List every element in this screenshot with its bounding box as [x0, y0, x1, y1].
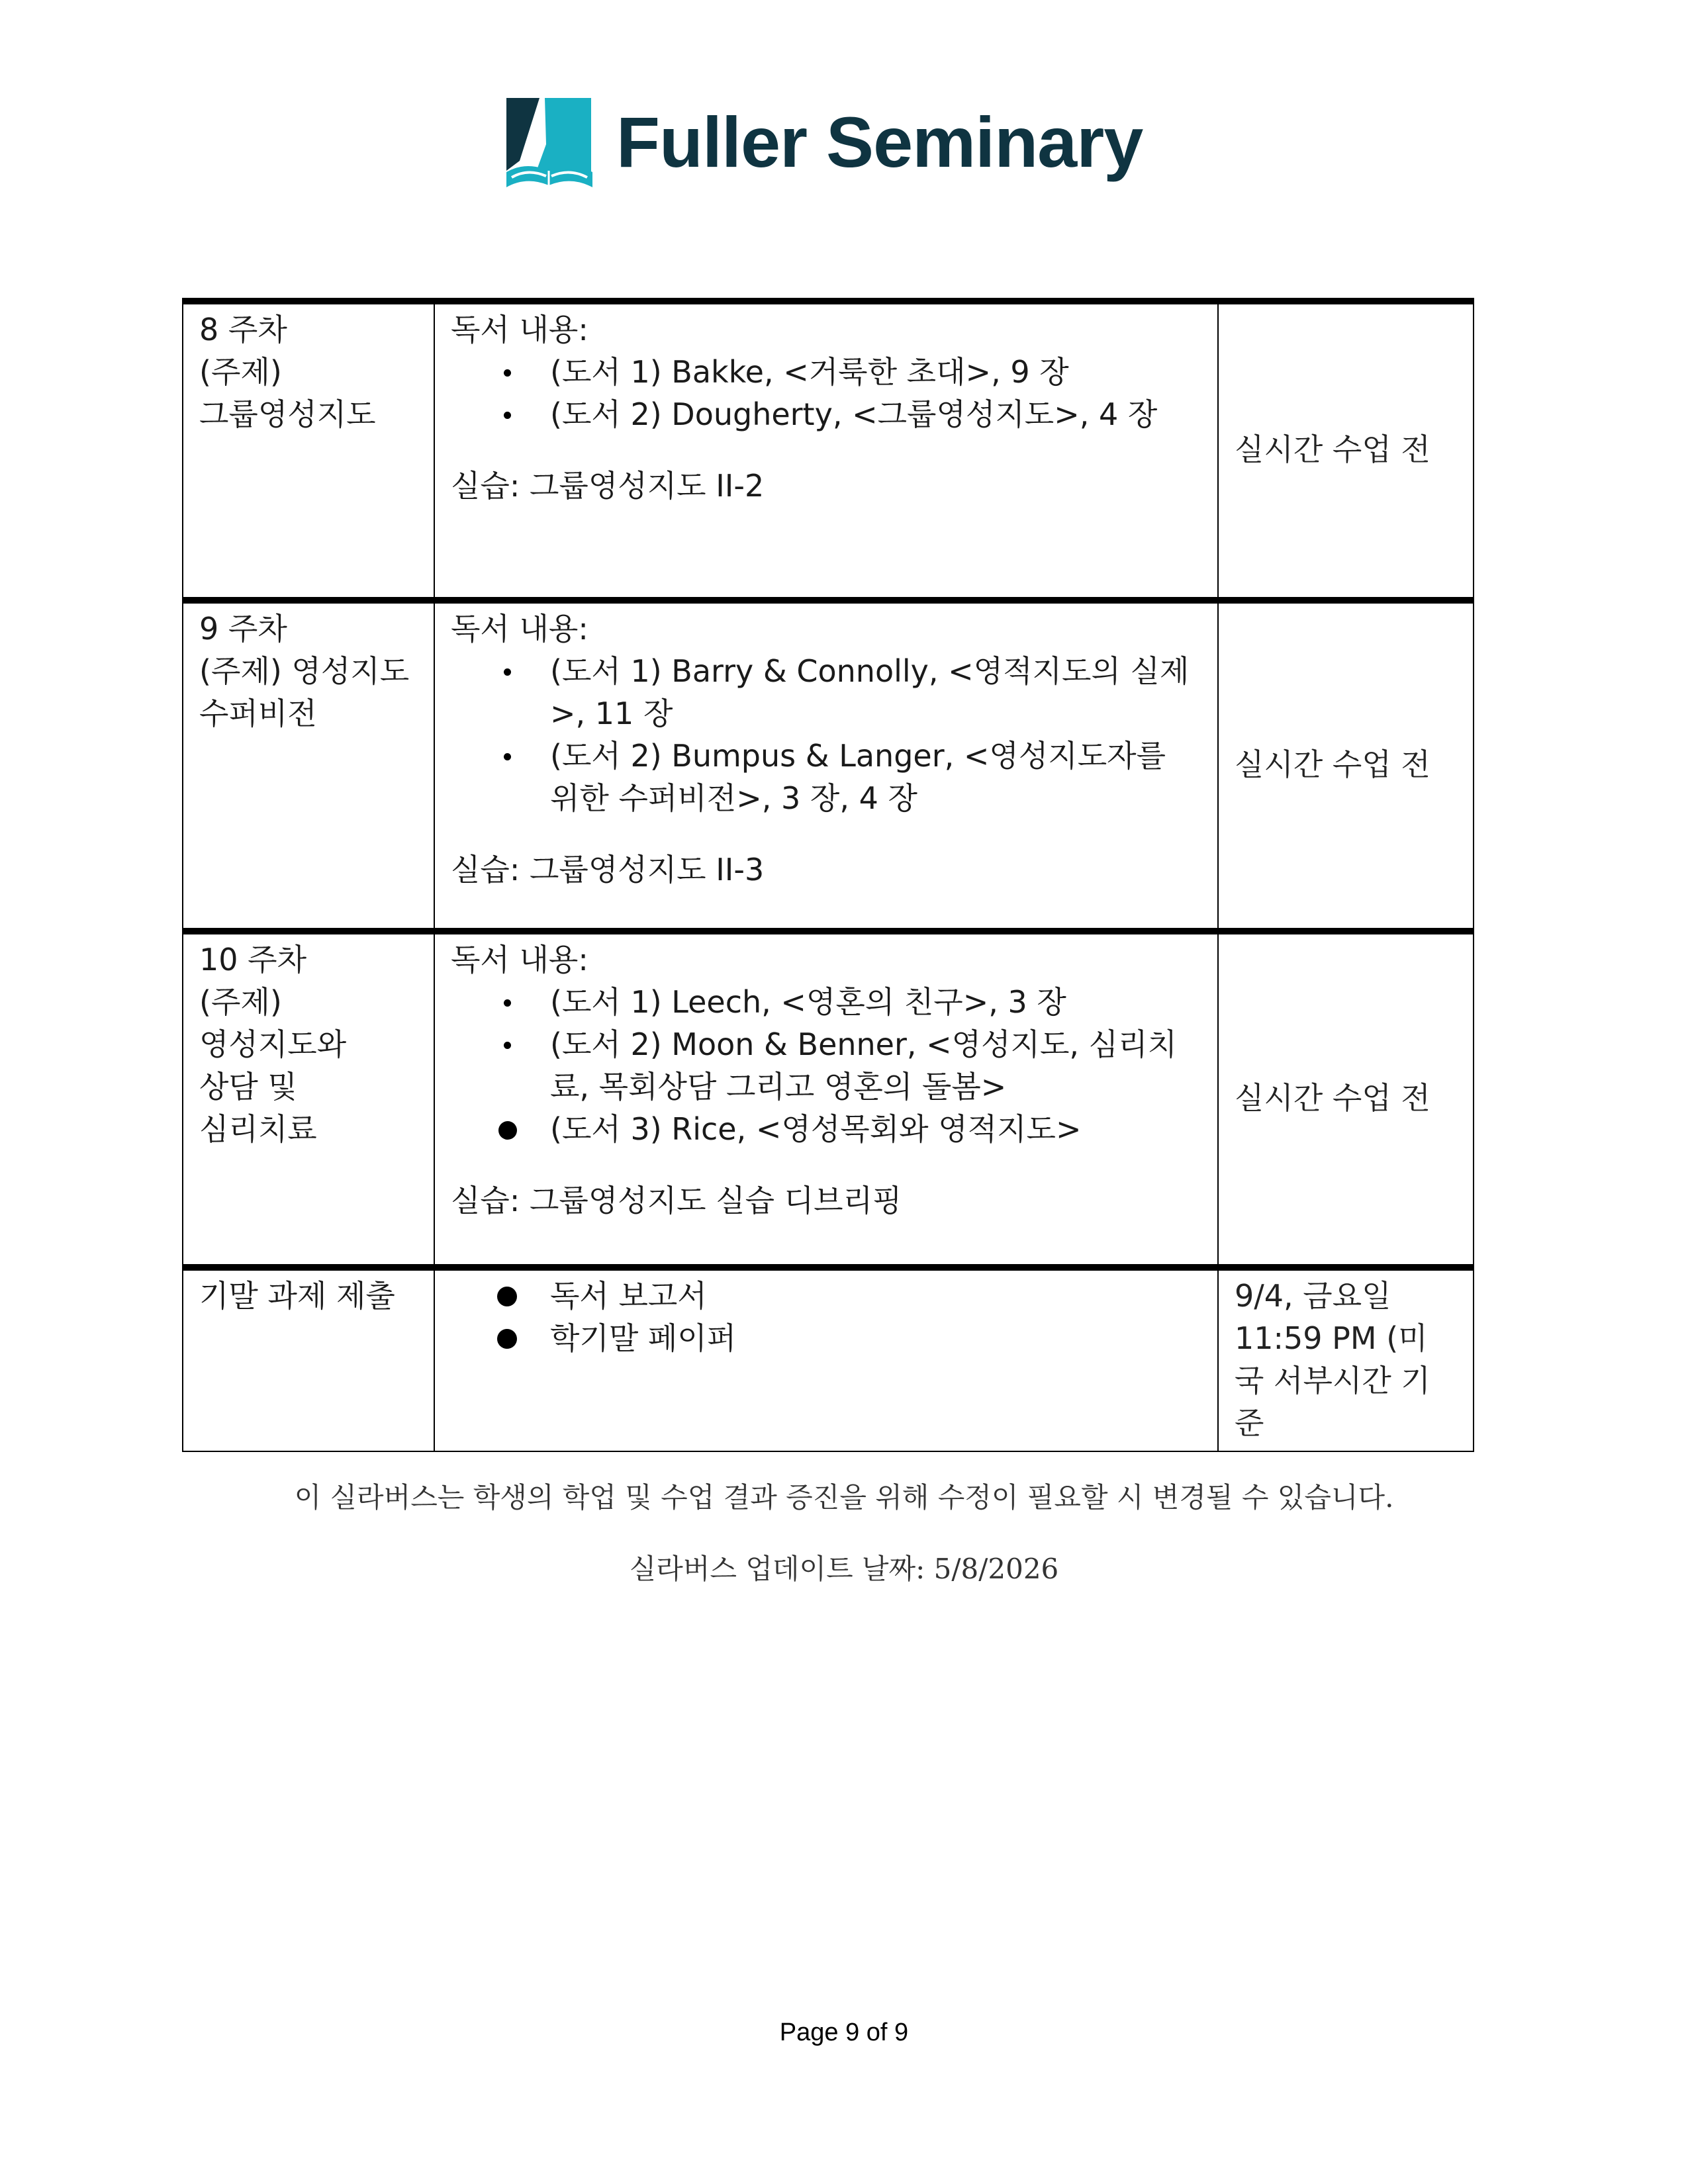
- reading-label: 독서 내용:: [451, 942, 588, 978]
- due-cell: [1218, 600, 1474, 931]
- reading-item: (도서 2) Bumpus & Langer, <영성지도자를 위한 수퍼비전>, 3 장, 4 장: [550, 735, 1201, 819]
- content-cell: [434, 600, 1218, 931]
- reading-list: [451, 981, 1201, 1150]
- due-text: 실시간 수업 전: [1235, 1080, 1430, 1116]
- reading-item: (도서 2) Moon & Benner, <영성지도, 심리치료, 목회상담 그리고 영혼의 돌봄>: [550, 1023, 1201, 1108]
- week-title: 9 주차 (주제) 영성지도 수퍼비전: [199, 611, 410, 731]
- table-row-week-10: [183, 931, 1474, 1267]
- due-text: 실시간 수업 전: [1235, 747, 1430, 782]
- reading-item: (도서 1) Leech, <영혼의 친구>, 3 장: [550, 981, 1201, 1023]
- table-row-week-9: [183, 600, 1474, 931]
- schedule-table: [182, 298, 1474, 1452]
- final-item: 학기말 페이퍼: [550, 1317, 1201, 1359]
- table-row-week-8: [183, 301, 1474, 600]
- due-text: 실시간 수업 전: [1235, 432, 1430, 467]
- reading-label: 독서 내용:: [451, 611, 588, 647]
- final-label: 기말 과제 제출: [199, 1278, 395, 1314]
- week-cell: [183, 600, 434, 931]
- final-label-cell: [183, 1267, 434, 1451]
- reading-item: (도서 1) Bakke, <거룩한 초대>, 9 장: [550, 351, 1201, 393]
- syllabus-notice: 이 실라버스는 학생의 학업 및 수업 결과 증진을 위해 수정이 필요할 시 변경될 수 있습니다.: [294, 1481, 1394, 1514]
- reading-item: (도서 2) Dougherty, <그룹영성지도>, 4 장: [550, 393, 1201, 435]
- due-cell: [1218, 301, 1474, 600]
- reading-list: [451, 351, 1201, 435]
- final-items-list: [451, 1275, 1201, 1359]
- page-number: Page 9 of 9: [779, 2019, 909, 2046]
- week-cell: [183, 931, 434, 1267]
- week-title: 10 주차 (주제) 영성지도와 상담 및 심리치료: [199, 942, 347, 1147]
- table-row-final: [183, 1267, 1474, 1451]
- practice-text: 실습: 그룹영성지도 실습 디브리핑: [451, 1183, 902, 1218]
- logo-wordmark: Fuller Seminary: [616, 102, 1143, 182]
- week-cell: [183, 301, 434, 600]
- practice-text: 실습: 그룹영성지도 II-2: [451, 468, 765, 504]
- final-due-text: 9/4, 금요일 11:59 PM (미국 서부시간 기준: [1235, 1278, 1430, 1441]
- week-title: 8 주차 (주제) 그룹영성지도: [199, 312, 376, 432]
- reading-item: (도서 3) Rice, <영성목회와 영적지도>: [550, 1108, 1201, 1150]
- due-cell: [1218, 931, 1474, 1267]
- final-due-cell: [1218, 1267, 1474, 1451]
- fuller-book-logo-icon: [506, 98, 592, 187]
- fuller-logo: [506, 93, 1143, 192]
- final-item: 독서 보고서: [550, 1275, 1201, 1317]
- reading-item: (도서 1) Barry & Connolly, <영적지도의 실제>, 11 장: [550, 650, 1201, 735]
- reading-list: [451, 650, 1201, 819]
- reading-label: 독서 내용:: [451, 312, 588, 347]
- syllabus-updated-date: 실라버스 업데이트 날짜: 5/8/2026: [629, 1553, 1059, 1585]
- content-cell: [434, 931, 1218, 1267]
- practice-text: 실습: 그룹영성지도 II-3: [451, 852, 765, 887]
- content-cell: [434, 301, 1218, 600]
- final-items-cell: [434, 1267, 1218, 1451]
